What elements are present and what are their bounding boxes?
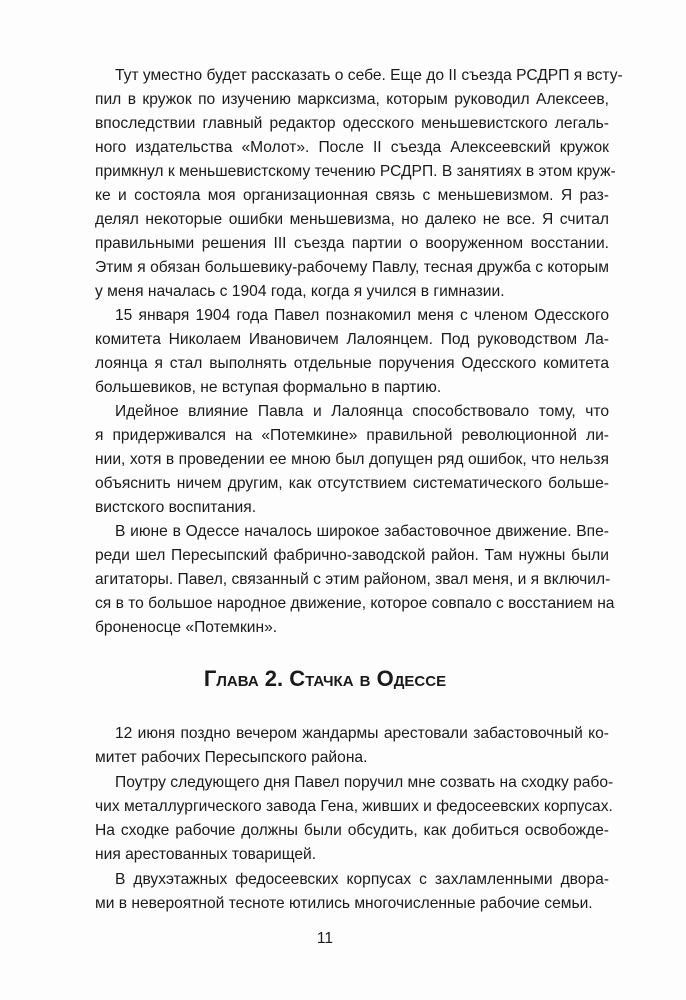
text-line: ке и состояла моя организационная связь с меньшевизмом. Я раз- bbox=[95, 187, 609, 204]
text-line: реди шел Пересыпский фабрично-заводской район. Там нужны были bbox=[95, 547, 609, 564]
text-line: Тут уместно будет рассказать о себе. Еще до II съезда РСДРП я всту- bbox=[115, 67, 623, 84]
text-line: я придерживался на «Потемкине» правильной революционной ли- bbox=[95, 427, 609, 444]
text-line: Этим я обязан большевику-рабочему Павлу, тесная дружба с которым bbox=[95, 259, 609, 276]
text-line: В июне в Одессе началось широкое забастовочное движение. Впе- bbox=[115, 523, 609, 540]
paragraph bbox=[95, 520, 615, 640]
text-line: ми в невероятной тесноте ютились многочисленные рабочие семьи. bbox=[95, 895, 593, 913]
text-block-before-heading bbox=[95, 64, 623, 640]
text-line: 15 января 1904 года Павел познакомил меня с членом Одесского bbox=[115, 307, 609, 324]
paragraph bbox=[95, 868, 609, 917]
text-line: ного издательства «Молот». После II съезда Алексеевский кружок bbox=[95, 139, 609, 156]
chapter-heading: Глава 2. Стачка в Одессе bbox=[203, 666, 447, 691]
text-line: большевиков, не вступая формально в партию. bbox=[95, 379, 442, 396]
text-line: лоянца я стал выполнять отдельные поручения Одесского комитета bbox=[95, 355, 609, 372]
text-block-after-heading bbox=[95, 722, 614, 916]
text-line: примкнул к меньшевистскому течению РСДРП. В занятиях в этом круж- bbox=[95, 163, 616, 180]
text-line: ния арестованных товарищей. bbox=[95, 846, 317, 864]
text-line: агитаторы. Павел, связанный с этим районом, звал меня, и я включил- bbox=[95, 571, 611, 588]
text-line: броненосце «Потемкин». bbox=[95, 619, 278, 636]
paragraph bbox=[95, 64, 623, 304]
text-line: объяснить ничем другим, как отсутствием систематического больше- bbox=[95, 475, 609, 492]
text-line: В двухэтажных федосеевских корпусах с захламленными двора- bbox=[115, 870, 609, 888]
page-number: 11 bbox=[316, 930, 334, 947]
text-line: делял некоторые ошибки меньшевизма, но далеко не все. Я считал bbox=[95, 211, 609, 228]
paragraph bbox=[95, 722, 609, 771]
text-line: Поутру следующего дня Павел поручил мне созвать на сходку рабо- bbox=[115, 773, 614, 791]
text-line: нии, хотя в проведении ее мною был допущен ряд ошибок, что нельзя bbox=[95, 451, 609, 468]
paragraph bbox=[95, 771, 614, 868]
text-line: митет рабочих Пересыпского района. bbox=[95, 749, 368, 767]
text-line: правильными решения III съезда партии о вооруженном восстании. bbox=[95, 235, 609, 252]
paragraph bbox=[95, 304, 609, 400]
text-line: 12 июня поздно вечером жандармы арестовали забастовочный ко- bbox=[115, 725, 609, 742]
text-line: Идейное влияние Павла и Лалоянца способствовало тому, что bbox=[115, 403, 609, 420]
text-line: ся в то большое народное движение, которое совпало с восстанием на bbox=[95, 595, 615, 612]
text-line: пил в кружок по изучению марксизма, которым руководил Алексеев, bbox=[95, 91, 609, 108]
text-line: комитета Николаем Ивановичем Лалоянцем. Под руководством Ла- bbox=[95, 331, 609, 348]
text-line: чих металлургического завода Гена, живших и федосеевских корпусах. bbox=[95, 797, 613, 815]
paragraph bbox=[95, 400, 609, 520]
text-line: впоследствии главный редактор одесского меньшевистского легаль- bbox=[95, 115, 609, 132]
text-line: у меня началась с 1904 года, когда я учился в гимназии. bbox=[95, 283, 505, 300]
text-line: На сходке рабочие должны были обсудить, как добиться освобожде- bbox=[95, 822, 609, 840]
text-line: вистского воспитания. bbox=[95, 499, 257, 516]
